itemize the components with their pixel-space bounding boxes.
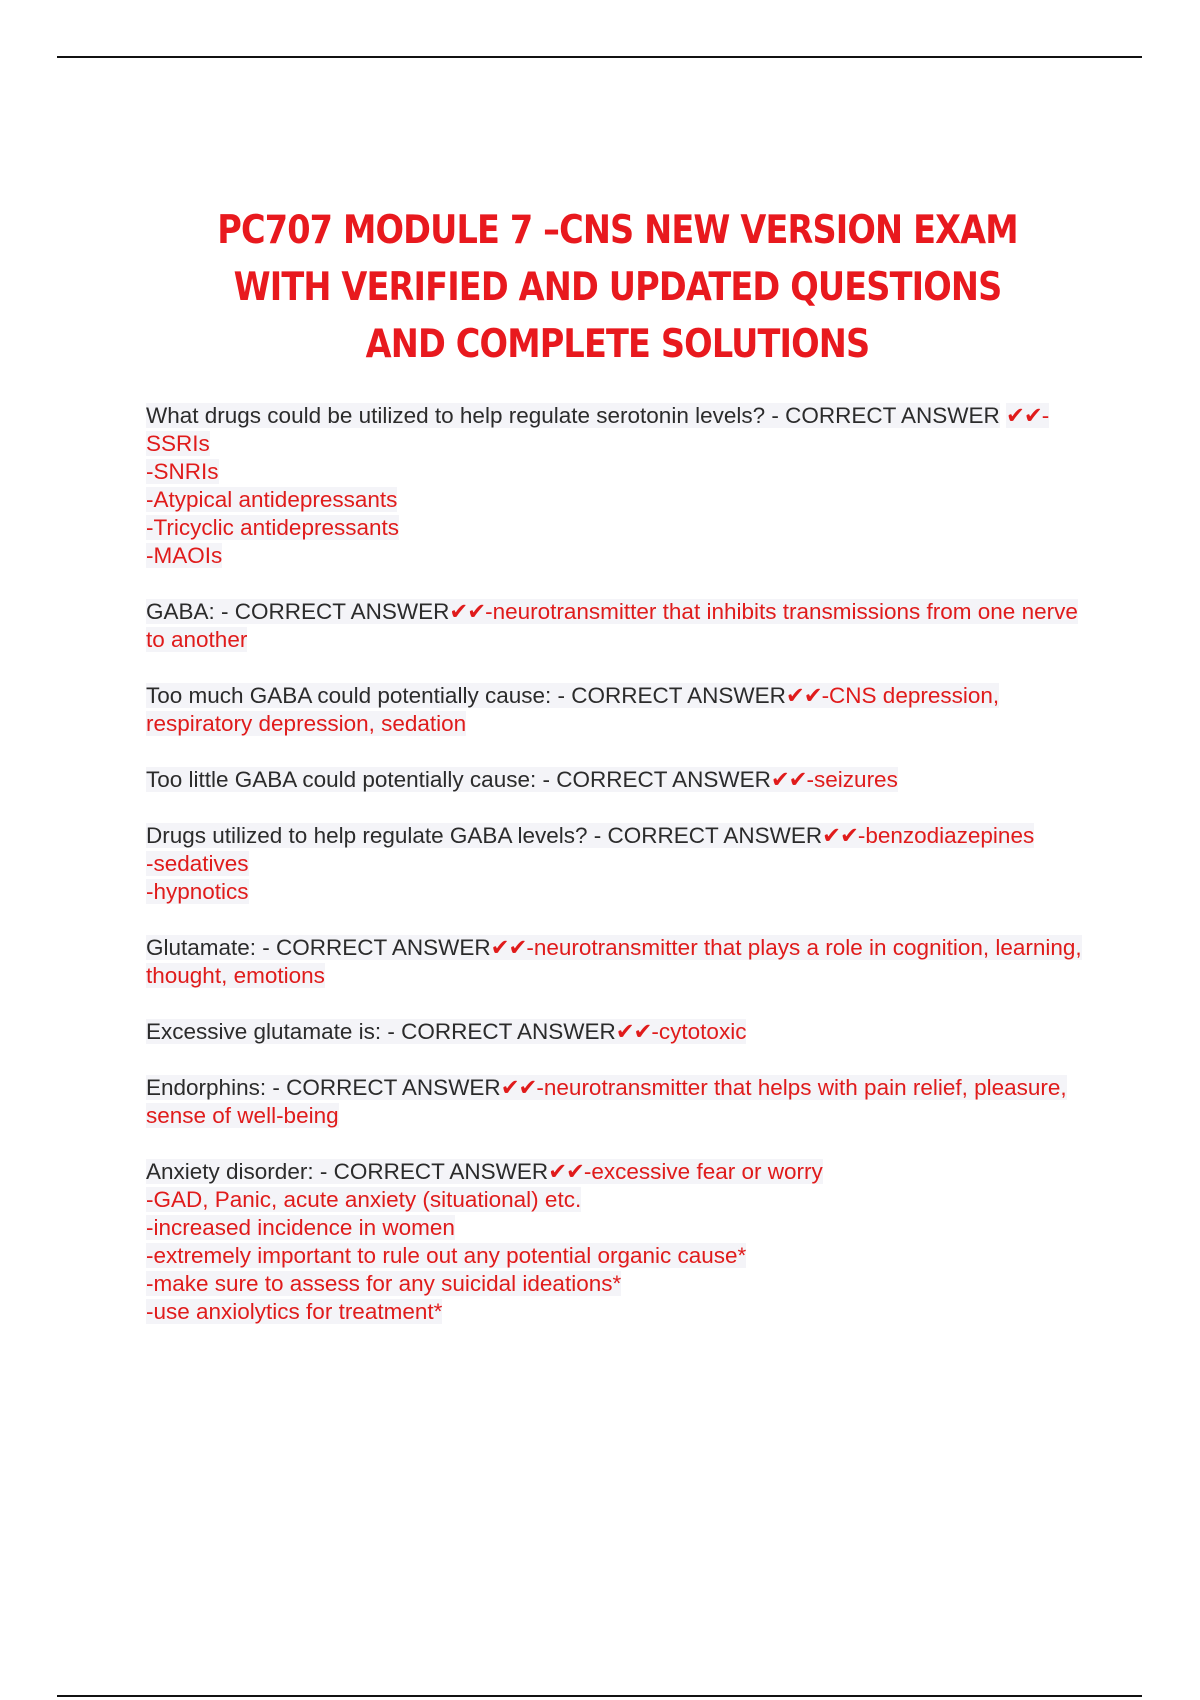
check-icon: ✔✔: [490, 935, 527, 960]
qa-item: [146, 598, 1086, 654]
answer-text: -seizures: [806, 767, 898, 792]
answer-text: -CNS depression, respiratory depression, sedation: [146, 683, 1000, 736]
qa-item: [146, 682, 1086, 738]
check-icon: ✔✔: [548, 1159, 584, 1184]
question-text: Drugs utilized to help regulate GABA levels? - CORRECT ANSWER: [146, 823, 823, 848]
check-icon: ✔✔: [1006, 403, 1042, 428]
answer-line: -make sure to assess for any suicidal ideations*: [146, 1271, 622, 1296]
question-text: Too little GABA could potentially cause: - CORRECT ANSWER: [146, 767, 771, 792]
question-text: Glutamate: - CORRECT ANSWER: [146, 935, 491, 960]
check-icon: ✔✔: [449, 599, 486, 624]
answer-text: -neurotransmitter that plays a role in cognition, learning, thought, emotions: [146, 935, 1082, 988]
answer-line: -GAD, Panic, acute anxiety (situational) etc.: [146, 1187, 582, 1212]
check-icon: ✔✔: [615, 1019, 652, 1044]
qa-item: [146, 1158, 1086, 1326]
answer-line: -hypnotics: [146, 879, 249, 904]
question-text: Too much GABA could potentially cause: - CORRECT ANSWER: [146, 683, 786, 708]
question-text: What drugs could be utilized to help regulate serotonin levels? - CORRECT ANSWER: [146, 403, 1000, 428]
answer-line: -MAOIs: [146, 543, 223, 568]
qa-item: [146, 766, 1086, 794]
answer-text: -excessive fear or worry: [583, 1159, 823, 1184]
bottom-rule: [57, 1695, 1142, 1697]
qa-item: [146, 822, 1086, 906]
question-text: Anxiety disorder: - CORRECT ANSWER: [146, 1159, 549, 1184]
answer-line: -extremely important to rule out any potential organic cause*: [146, 1243, 747, 1268]
qa-list: [146, 402, 1086, 1354]
answer-line: -Tricyclic antidepressants: [146, 515, 399, 540]
qa-item: [146, 934, 1086, 990]
question-text: Excessive glutamate is: - CORRECT ANSWER: [146, 1019, 616, 1044]
top-rule: [57, 56, 1142, 58]
answer-text: -cytotoxic: [651, 1019, 747, 1044]
answer-text: -neurotransmitter that helps with pain relief, pleasure, sense of well-being: [146, 1075, 1067, 1128]
question-text: GABA: - CORRECT ANSWER: [146, 599, 450, 624]
qa-item: [146, 402, 1086, 570]
question-text: Endorphins: - CORRECT ANSWER: [146, 1075, 501, 1100]
answer-line: -increased incidence in women: [146, 1215, 455, 1240]
check-icon: ✔✔: [822, 823, 858, 848]
answer-line: -SNRIs: [146, 459, 219, 484]
qa-item: [146, 1074, 1086, 1130]
answer-line: -Atypical antidepressants: [146, 487, 398, 512]
document-title: PC707 MODULE 7 –CNS NEW VERSION EXAM WITH VERIFIED AND UPDATED QUESTIONS AND COMPLETE SOLUTIONS: [217, 208, 1018, 367]
check-icon: ✔✔: [770, 767, 807, 792]
answer-text: -benzodiazepines: [857, 823, 1035, 848]
answer-line: -sedatives: [146, 851, 249, 876]
answer-line: -use anxiolytics for treatment*: [146, 1299, 443, 1324]
check-icon: ✔✔: [785, 683, 822, 708]
qa-item: [146, 1018, 1086, 1046]
answer-text: -SSRIs: [146, 403, 1050, 456]
answer-text: -neurotransmitter that inhibits transmissions from one nerve to another: [146, 599, 1078, 652]
check-icon: ✔✔: [500, 1075, 537, 1100]
